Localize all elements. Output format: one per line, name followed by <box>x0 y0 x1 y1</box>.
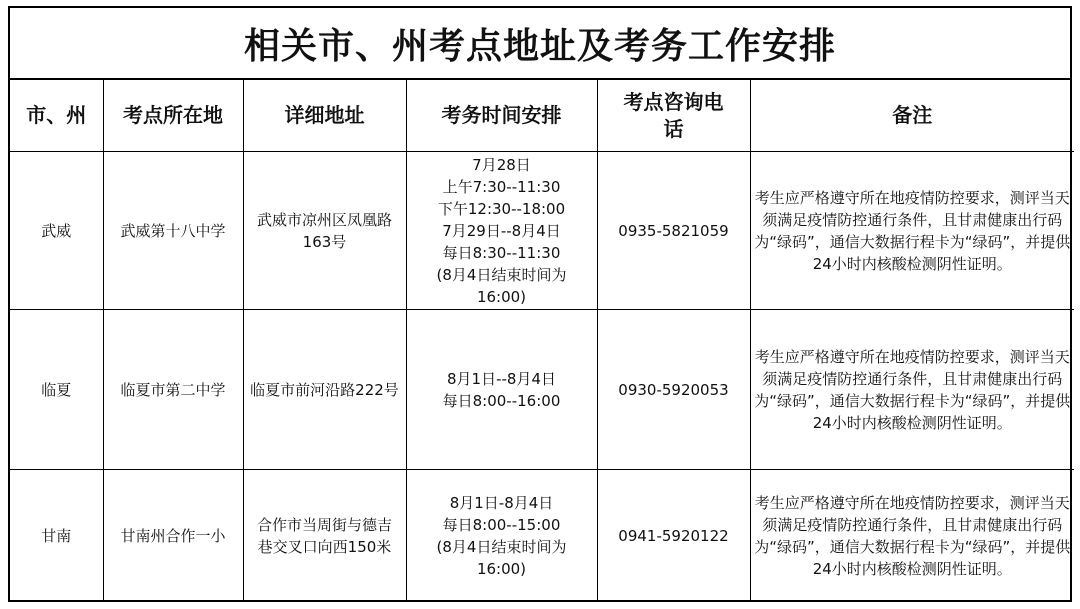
cell-schedule <box>406 152 597 310</box>
cell-schedule <box>406 470 597 602</box>
schedule-line: 16:00) <box>476 559 527 578</box>
address-line: 武威市凉州区凤凰路 <box>256 210 392 229</box>
table-row <box>10 310 1074 470</box>
address-line: 临夏市前河沿路222号 <box>250 380 399 399</box>
cell-city: 甘南 <box>10 470 103 602</box>
header-phone <box>597 80 750 152</box>
schedule-line: 7月29日--8月4日 <box>442 221 561 240</box>
schedule-line: (8月4日结束时间为 <box>436 537 567 556</box>
schedule-line: 下午12:30--18:00 <box>437 199 566 218</box>
page-title: 相关市、州考点地址及考务工作安排 <box>10 8 1070 80</box>
schedule-line: 8月1日-8月4日 <box>449 493 554 512</box>
schedule-line: 上午7:30--11:30 <box>442 177 561 196</box>
header-note: 备注 <box>750 80 1074 152</box>
cell-schedule <box>406 310 597 470</box>
address-line: 163号 <box>302 232 347 251</box>
cell-address <box>243 310 406 470</box>
address-line: 巷交叉口向西150米 <box>257 537 392 556</box>
header-city: 市、州 <box>10 80 103 152</box>
table-row <box>10 470 1074 602</box>
header-site: 考点所在地 <box>103 80 243 152</box>
cell-phone: 0930-5920053 <box>597 310 750 470</box>
cell-note: 考生应严格遵守所在地疫情防控要求，测评当天须满足疫情防控通行条件，且甘肃健康出行码为“绿码”，通信大数据行程卡为“绿码”，并提供24小时内核酸检测阴性证明。 <box>750 152 1074 310</box>
schedule-line: 每日8:00--15:00 <box>442 515 561 534</box>
cell-note: 考生应严格遵守所在地疫情防控要求，测评当天须满足疫情防控通行条件，且甘肃健康出行码为“绿码”，通信大数据行程卡为“绿码”，并提供24小时内核酸检测阴性证明。 <box>750 470 1074 602</box>
schedule-line: 7月28日 <box>472 155 531 174</box>
cell-site: 武威第十八中学 <box>103 152 243 310</box>
schedule-line: 每日8:00--16:00 <box>442 391 561 410</box>
header-schedule: 考务时间安排 <box>406 80 597 152</box>
address-line: 合作市当周街与德吉 <box>256 515 392 534</box>
cell-city: 武威 <box>10 152 103 310</box>
cell-phone: 0941-5920122 <box>597 470 750 602</box>
cell-site: 甘南州合作一小 <box>103 470 243 602</box>
table-header-row <box>10 80 1074 152</box>
schedule-line: 8月1日--8月4日 <box>447 369 556 388</box>
cell-site: 临夏市第二中学 <box>103 310 243 470</box>
exam-arrangement-sheet <box>8 6 1072 602</box>
cell-phone: 0935-5821059 <box>597 152 750 310</box>
header-address: 详细地址 <box>243 80 406 152</box>
schedule-line: 16:00) <box>476 287 527 306</box>
schedule-line: 每日8:30--11:30 <box>442 243 561 262</box>
cell-city: 临夏 <box>10 310 103 470</box>
exam-site-table <box>10 80 1074 601</box>
header-phone-label: 考点咨询电话 <box>623 89 724 141</box>
schedule-line: (8月4日结束时间为 <box>436 265 567 284</box>
table-row <box>10 152 1074 310</box>
cell-note: 考生应严格遵守所在地疫情防控要求，测评当天须满足疫情防控通行条件，且甘肃健康出行码为“绿码”，通信大数据行程卡为“绿码”，并提供24小时内核酸检测阴性证明。 <box>750 310 1074 470</box>
cell-address <box>243 152 406 310</box>
cell-address <box>243 470 406 602</box>
